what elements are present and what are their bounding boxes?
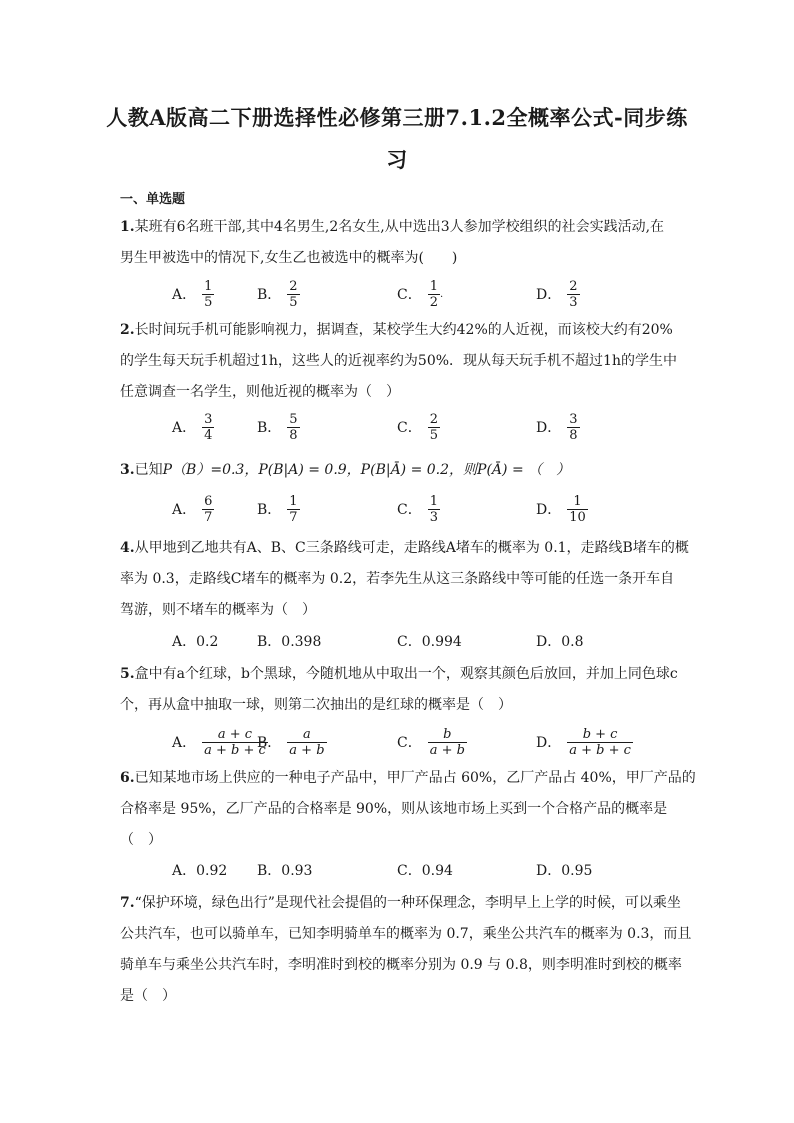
question-4-line-1 <box>120 538 689 558</box>
question-3-option-d: D． $\frac{1}{10}$ <box>536 494 586 525</box>
question-3-line-1: 3.已知P（B）=0.3，P(B|A) = 0.9，P(B|Ā) = 0.2，则P(Ā) = （ ） <box>120 462 571 478</box>
question-1-option-c: C． $\frac{1}{2}$ . <box>397 279 444 310</box>
question-7-line-2: 公共汽车，也可以骑单车，已知李明骑单车的概率为 0.7，乘坐公共汽车的概率为 0.3，而且 <box>120 926 692 942</box>
question-2-option-d: D． $\frac{3}{8}$ <box>536 412 578 443</box>
question-7-line-4: 是（ ） <box>120 988 176 1004</box>
fraction: $\frac{3}{8}$ <box>569 412 578 443</box>
question-number: 1. <box>120 219 135 235</box>
fraction: $\frac{3}{4}$ <box>204 412 213 443</box>
question-1-option-d: D． $\frac{2}{3}$ <box>536 279 578 310</box>
question-number: 7. <box>120 895 135 911</box>
question-2-line-3: 任意调查一名学生，则他近视的概率为（ ） <box>120 384 400 400</box>
question-6-option-a: A．0.92 <box>172 863 228 879</box>
fraction: $\frac{1}{7}$ <box>289 494 298 525</box>
question-text: 长时间玩手机可能影响视力，据调查，某校学生大约42%的人近视，而该校大约有20% <box>134 322 673 338</box>
question-6-option-c: C．0.94 <box>397 863 453 879</box>
question-1-option-a: A． $\frac{1}{5}$ <box>172 279 213 310</box>
question-5-option-d: D． $\frac{b + c}{a + b + c}$ <box>536 727 631 758</box>
question-2-line-2: 的学生每天玩手机超过1h，这些人的近视率约为50%．现从每天玩手机不超过1h的学生中 <box>120 353 677 369</box>
question-6-option-d: D．0.95 <box>536 863 593 879</box>
question-5-line-1 <box>120 664 680 684</box>
fraction: $\frac{2}{5}$ <box>289 279 298 310</box>
question-6-line-2: 合格率是 95%，乙厂产品的合格率是 90%，则从该地市场上买到一个合格产品的概率是 <box>120 801 668 817</box>
question-1-line-2: 男生甲被选中的情况下,女生乙也被选中的概率为( ) <box>120 250 458 266</box>
question-1-line-1 <box>120 217 680 237</box>
question-2-option-b: B． $\frac{5}{8}$ <box>257 412 298 443</box>
question-5-option-b: B． $\frac{a}{a + b}$ <box>257 727 325 758</box>
fraction: $\frac{5}{8}$ <box>289 412 298 443</box>
fraction: $\frac{a + c}{a + b + c}$ <box>204 727 266 758</box>
question-number: 4. <box>120 540 135 556</box>
question-number: 5. <box>120 666 135 682</box>
section-heading: 一、单选题 <box>120 192 186 207</box>
fraction: $\frac{1}{3}$ <box>429 494 438 525</box>
fraction: $\frac{a}{a + b}$ <box>289 727 325 758</box>
question-6-line-3: （ ） <box>120 832 162 848</box>
page-title-line-1: 人教A版高二下册选择性必修第三册7.1.2全概率公式-同步练 <box>106 105 688 130</box>
question-text: “保护环境，绿色出行”是现代社会提倡的一种环保理念，李明早上上学的时候，可以乘坐 <box>134 895 681 911</box>
fraction: $\frac{2}{3}$ <box>569 279 578 310</box>
question-number: 2. <box>120 322 135 338</box>
fraction: $\frac{6}{7}$ <box>204 494 213 525</box>
page-title-line-2: 习 <box>386 147 408 172</box>
fraction: $\frac{b + c}{a + b + c}$ <box>569 727 631 758</box>
question-number: 3. <box>120 462 135 478</box>
question-number: 6. <box>120 770 135 786</box>
fraction: $\frac{2}{5}$ <box>429 412 438 443</box>
question-5-option-c: C． $\frac{b}{a + b}$ <box>397 727 465 758</box>
question-1-option-b: B． $\frac{2}{5}$ <box>257 279 298 310</box>
fraction: $\frac{1}{5}$ <box>204 279 213 310</box>
question-4-option-a: A．0.2 <box>172 634 219 650</box>
question-text: 某班有6名班干部,其中4名男生,2名女生,从中选出3人参加学校组织的社会实践活动,在 <box>134 219 665 235</box>
question-5-line-2: 个，再从盒中抽取一球，则第二次抽出的是红球的概率是（ ） <box>120 697 512 713</box>
question-text: 已知某地市场上供应的一种电子产品中，甲厂产品占 60%，乙厂产品占 40%，甲厂产品的 <box>134 770 696 786</box>
question-3-option-c: C． $\frac{1}{3}$ <box>397 494 438 525</box>
question-3-option-b: B． $\frac{1}{7}$ <box>257 494 298 525</box>
question-2-option-a: A． $\frac{3}{4}$ <box>172 412 213 443</box>
fraction: $\frac{1}{2}$ <box>429 279 438 310</box>
question-4-option-b: B．0.398 <box>257 634 322 650</box>
question-text: 盒中有a个红球，b个黑球，今随机地从中取出一个，观察其颜色后放回，并加上同色球c <box>134 666 678 682</box>
question-4-line-2: 率为 0.3，走路线C堵车的概率为 0.2，若李先生从这三条路线中等可能的任选一条开车自 <box>120 571 675 587</box>
question-6-line-1 <box>120 768 696 788</box>
fraction: $\frac{1}{10}$ <box>569 494 586 525</box>
question-4-option-c: C．0.994 <box>397 634 462 650</box>
question-2-option-c: C． $\frac{2}{5}$ <box>397 412 438 443</box>
question-4-line-3: 驾游，则不堵车的概率为（ ） <box>120 602 316 618</box>
question-4-option-d: D．0.8 <box>536 634 584 650</box>
question-text: 从甲地到乙地共有A、B、C三条路线可走，走路线A堵车的概率为 0.1，走路线B堵车的概 <box>134 540 689 556</box>
question-6-option-b: B．0.93 <box>257 863 313 879</box>
question-2-line-1 <box>120 320 680 340</box>
fraction: $\frac{b}{a + b}$ <box>429 727 465 758</box>
question-3-option-a: A． $\frac{6}{7}$ <box>172 494 213 525</box>
question-7-line-3: 骑单车与乘坐公共汽车时，李明准时到校的概率分别为 0.9 与 0.8，则李明准时到校的概率 <box>120 957 682 973</box>
question-7-line-1 <box>120 893 680 913</box>
probability-expression: P（B）=0.3，P(B|A) = 0.9，P(B|Ā) = 0.2，则P(Ā) = （ ） <box>162 462 571 478</box>
question-5-option-a: A． $\frac{a + c}{a + b + c}$ <box>172 727 266 758</box>
